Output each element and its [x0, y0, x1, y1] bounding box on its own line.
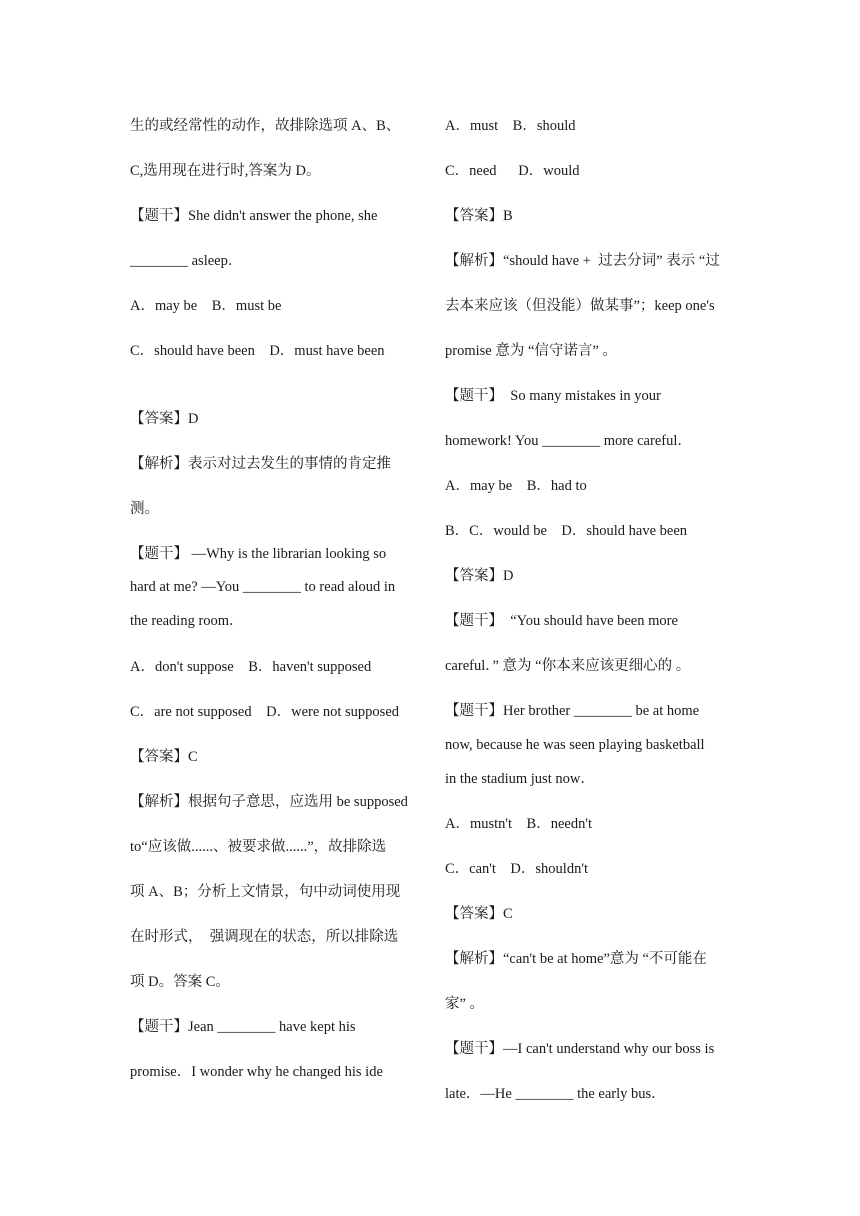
text-line-content: promise．I wonder why he changed his ide [130, 1064, 383, 1080]
text-line [130, 837, 386, 857]
text-line-content: hard at me? —You ________ to read aloud in [130, 579, 396, 595]
text-line-content: 【答案】C [130, 749, 198, 765]
text-line [445, 386, 661, 406]
text-line [130, 792, 408, 812]
text-line [130, 116, 400, 136]
text-line-content: C．need D．would [445, 163, 580, 179]
text-line [130, 882, 400, 902]
text-line-content: 在时形式， 强调现在的状态，所以排除选 [130, 929, 399, 945]
text-line [445, 994, 484, 1014]
text-line [445, 566, 513, 586]
text-line-content: now, because he was seen playing basketball [445, 737, 705, 753]
text-line [445, 341, 617, 361]
text-line-content: careful．” 意为 “你本来应该更细心的 。 [445, 658, 691, 674]
text-line-content: 【题干】—I can't understand why our boss is [445, 1041, 715, 1057]
text-line-content: ________ asleep． [130, 253, 243, 269]
text-line [445, 701, 699, 721]
text-line-content: 【题干】Jean ________ have kept his [130, 1019, 356, 1035]
text-line-content: 【题干】She didn't answer the phone, she [130, 208, 378, 224]
text-line [445, 431, 692, 451]
text-line-content: promise 意为 “信守诺言” 。 [445, 343, 617, 359]
text-line [445, 656, 690, 676]
text-line-content: 【题干】 —Why is the librarian looking so [130, 546, 387, 562]
text-line [130, 1062, 383, 1082]
text-line [445, 949, 707, 969]
text-line-content: 【解析】根据句子意思，应选用 be supposed [130, 794, 408, 810]
text-line-content: 测。 [130, 501, 159, 517]
text-line [130, 972, 230, 992]
text-line-content: homework! You ________ more careful． [445, 433, 692, 449]
text-line-content: in the stadium just now． [445, 771, 595, 787]
text-line-content: 【解析】表示对过去发生的事情的肯定推 [130, 456, 391, 472]
text-line-content: 【解析】“should have + 过去分词” 表示 “过 [445, 253, 720, 269]
text-line-content: to“应该做......、被要求做......”，故排除选 [130, 839, 387, 855]
text-line [445, 206, 513, 226]
text-line [130, 927, 398, 947]
text-line [130, 657, 371, 677]
text-line [130, 454, 391, 474]
text-line [445, 859, 588, 879]
text-line [445, 296, 715, 316]
text-line [130, 1017, 356, 1037]
text-line [130, 296, 281, 316]
text-line-content: 【答案】B [445, 208, 513, 224]
text-line [445, 116, 576, 136]
text-line-content: A．mustn't B．needn't [445, 816, 592, 832]
text-line-content: 生的或经常性的动作，故排除选项 A、B、 [130, 118, 401, 134]
text-line-content: 【题干】 So many mistakes in your [445, 388, 661, 404]
text-line [445, 769, 595, 789]
text-line-content: 项 A、B；分析上文情景，句中动词使用现 [130, 884, 401, 900]
text-line-content: 【题干】 “You should have been more [445, 613, 678, 629]
text-line-content: 【答案】D [445, 568, 514, 584]
text-line [130, 747, 198, 767]
text-line-content: 家” 。 [445, 996, 485, 1012]
text-line-content: A．must B．should [445, 118, 576, 134]
text-line [445, 904, 513, 924]
text-line-content: 项 D。答案 C。 [130, 974, 230, 990]
text-line-content: C．can't D．shouldn't [445, 861, 588, 877]
text-line-content: C．should have been D．must have been [130, 343, 385, 359]
text-line [130, 341, 385, 361]
text-line-content: the reading room． [130, 613, 244, 629]
text-line-content: B．C．would be D．should have been [445, 523, 688, 539]
text-line [130, 544, 386, 564]
text-line-content: 去本来应该（但没能）做某事”；keep one's [445, 298, 715, 314]
text-line-content: A．may be B．must be [130, 298, 282, 314]
text-line-content: C．are not supposed D．were not supposed [130, 704, 400, 720]
text-line [445, 1039, 714, 1059]
text-line [445, 611, 678, 631]
text-line [445, 251, 720, 271]
text-line [130, 702, 399, 722]
text-line-content: 【答案】D [130, 411, 199, 427]
text-line [130, 611, 244, 631]
text-line [130, 499, 159, 519]
text-line-content: A．don't suppose B．haven't supposed [130, 659, 372, 675]
text-line [445, 476, 587, 496]
text-line [445, 735, 705, 755]
text-line [445, 814, 592, 834]
text-line [445, 521, 687, 541]
text-line [445, 1084, 666, 1104]
text-line-content: C,选用现在进行时,答案为 D。 [130, 163, 321, 179]
text-line [445, 161, 580, 181]
text-line [130, 206, 377, 226]
text-line-content: late．—He ________ the early bus． [445, 1086, 666, 1102]
text-line [130, 251, 242, 271]
text-line-content: A．may be B．had to [445, 478, 587, 494]
text-line-content: 【题干】Her brother ________ be at home [445, 703, 700, 719]
text-line [130, 577, 395, 597]
text-line-content: 【答案】C [445, 906, 513, 922]
text-line [130, 161, 321, 181]
text-line-content: 【解析】“can't be at home”意为 “不可能在 [445, 951, 707, 967]
text-line [130, 409, 198, 429]
